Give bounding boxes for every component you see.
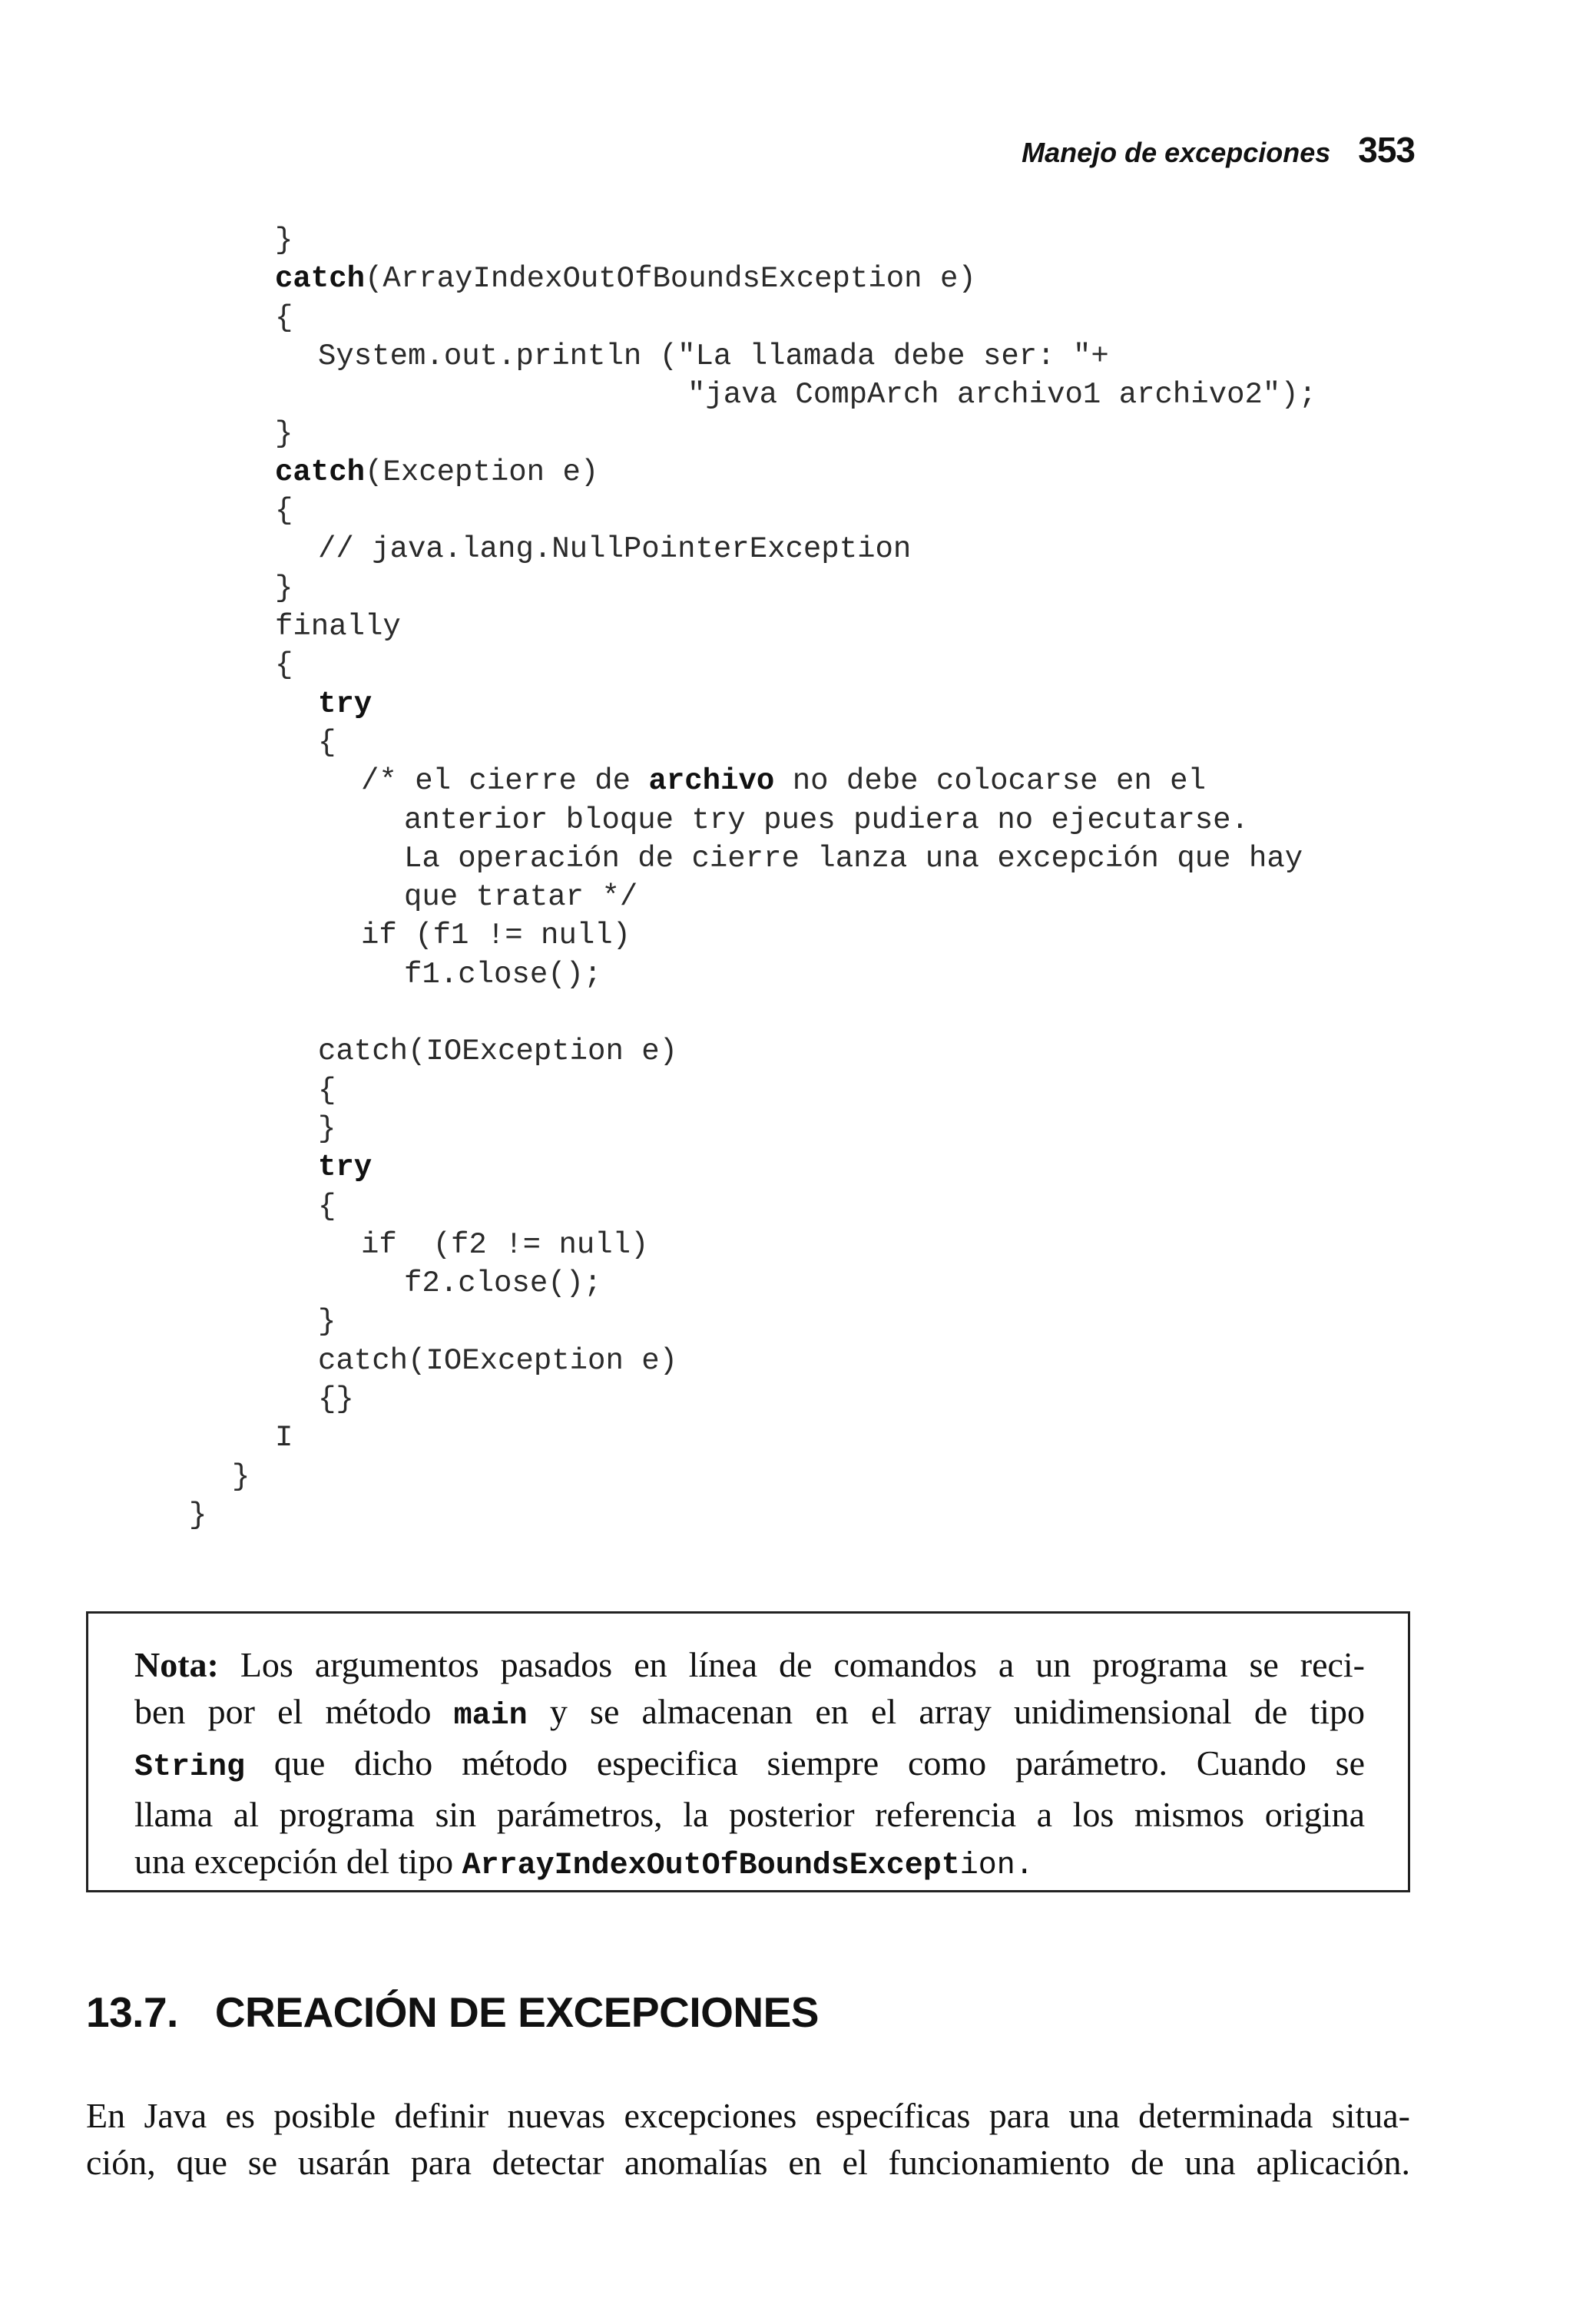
code-line [318, 1110, 336, 1148]
code-line [318, 1342, 677, 1380]
running-header-title: Manejo de excepciones [1022, 137, 1331, 168]
note-text: que dicho método especifica siempre como parámetro. Cuando se [245, 1743, 1365, 1783]
code-line [361, 1226, 648, 1264]
note-label: Nota: [134, 1645, 219, 1684]
code-line [404, 1264, 601, 1303]
code-text: } [275, 223, 293, 257]
code-text: } [189, 1498, 207, 1532]
note-text: Los argumentos pasados en línea de comandos a un programa se reci- [218, 1645, 1365, 1684]
code-text: catch(IOException e) [318, 1344, 678, 1378]
code-text: // java.lang.NullPointerException [318, 532, 912, 566]
code-line [318, 723, 336, 762]
section-title: CREACIÓN DE EXCEPCIONES [214, 1988, 819, 2036]
code-line [318, 337, 1109, 376]
code-keyword: archivo [648, 764, 775, 798]
code-text: (ArrayIndexOutOfBoundsException e) [365, 262, 976, 296]
code-text: /* el cierre de [361, 764, 649, 798]
code-keyword: catch [275, 262, 366, 296]
code-line [404, 955, 601, 994]
code-line [404, 801, 1249, 839]
code-text: } [275, 417, 293, 451]
code-text: anterior bloque try pues pudiera no ejecutarse. [404, 803, 1249, 837]
code-line [404, 878, 637, 916]
code-line [275, 221, 293, 260]
code-line [275, 1419, 293, 1457]
code-text: System.out.println ("La llamada debe ser: "+ [318, 339, 1109, 373]
note-line-1 [134, 1641, 1365, 1688]
code-line [404, 839, 1303, 878]
note-text: llama al programa sin parámetros, la posterior referencia a los mismos origina [134, 1795, 1365, 1834]
code-text: que tratar */ [404, 880, 638, 914]
inline-code-exception-tail: ion. [959, 1849, 1034, 1883]
code-keyword: try [318, 1150, 373, 1184]
code-line [275, 646, 293, 684]
code-line [361, 916, 631, 955]
code-line [232, 1458, 250, 1496]
code-line [318, 1071, 336, 1110]
page-number: 353 [1358, 130, 1415, 170]
code-text: } [232, 1460, 250, 1494]
note-line-2 [134, 1688, 1365, 1740]
code-line [318, 1187, 336, 1226]
code-text: finally [275, 610, 401, 644]
code-text: I [275, 1421, 293, 1455]
code-line [361, 762, 1206, 800]
code-line [275, 607, 401, 646]
code-text: { [275, 648, 293, 682]
code-text: f2.close(); [404, 1266, 602, 1300]
code-text: if (f1 != null) [361, 919, 631, 952]
running-header [1022, 129, 1415, 170]
code-text: { [318, 1190, 336, 1223]
code-text: catch(IOException e) [318, 1035, 678, 1068]
code-text: } [318, 1305, 336, 1339]
code-line [318, 1303, 336, 1341]
code-line [275, 415, 293, 453]
body-line-2: ción, que se usarán para detectar anomalías en el funcionamiento de una aplicación. [86, 2143, 1410, 2182]
note-text: y se almacenan en el array unidimensional de tipo [527, 1692, 1365, 1731]
inline-code-exception: ArrayIndexOutOfBoundsExcept [462, 1849, 960, 1883]
code-text: if (f2 != null) [361, 1228, 649, 1262]
code-line [189, 1496, 207, 1534]
code-line [687, 376, 1316, 414]
code-line [275, 260, 976, 298]
inline-code-string: String [134, 1750, 246, 1785]
note-box [86, 1611, 1410, 1892]
note-line-5 [134, 1838, 1365, 1889]
code-line [318, 1380, 354, 1419]
code-line [318, 1148, 372, 1187]
code-line [275, 299, 293, 337]
code-text: } [318, 1112, 336, 1146]
body-paragraph [86, 2092, 1410, 2186]
code-line [318, 685, 372, 723]
code-text: } [275, 571, 293, 605]
code-line [275, 453, 598, 492]
code-text: no debe colocarse en el [774, 764, 1206, 798]
body-line-1: En Java es posible definir nuevas excepciones específicas para una determinada situa- [86, 2096, 1410, 2135]
note-line-4 [134, 1791, 1365, 1838]
code-line [275, 569, 293, 607]
note-text: ben por el método [134, 1692, 454, 1731]
code-line [318, 530, 911, 568]
code-text: { [275, 301, 293, 335]
code-keyword: try [318, 687, 373, 721]
code-text: La operación de cierre lanza una excepción que hay [404, 842, 1303, 876]
section-heading [86, 1988, 819, 2037]
code-text: f1.close(); [404, 958, 602, 992]
code-text: { [275, 494, 293, 528]
code-text: "java CompArch archivo1 archivo2"); [687, 378, 1317, 412]
note-text: una excepción del tipo [134, 1842, 462, 1881]
code-keyword: catch [275, 455, 366, 489]
code-text: { [318, 1074, 336, 1107]
code-line [318, 1032, 677, 1071]
code-text: (Exception e) [365, 455, 599, 489]
code-text: { [318, 726, 336, 760]
code-text: {} [318, 1382, 354, 1416]
note-line-3 [134, 1740, 1365, 1791]
inline-code-main: main [453, 1699, 528, 1733]
code-line [275, 492, 293, 530]
section-number: 13.7. [86, 1988, 178, 2036]
